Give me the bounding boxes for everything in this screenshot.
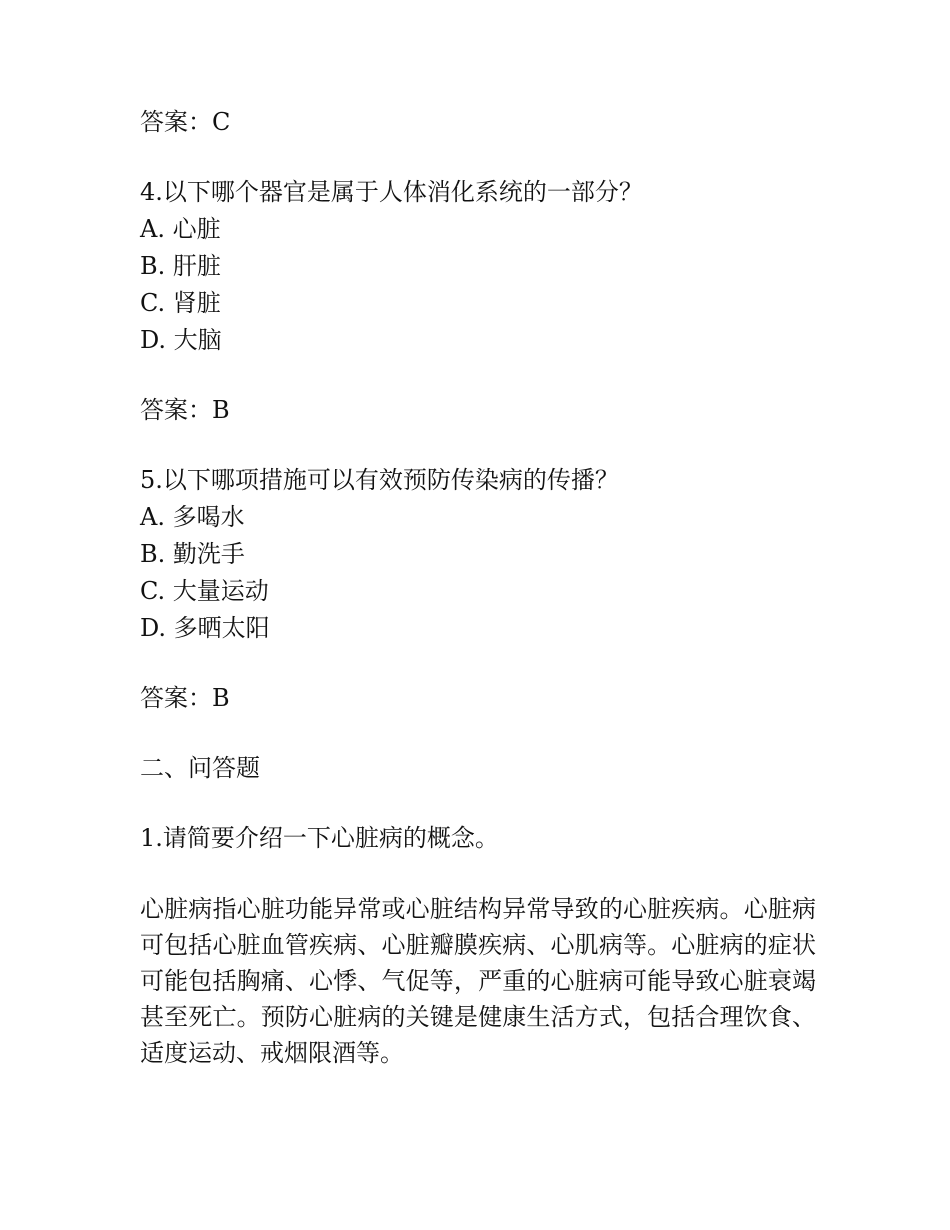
answer-q3: 答案：C [140, 108, 231, 136]
question5-option-d: D. 多晒太阳 [140, 614, 270, 642]
question5-answer: 答案：B [140, 684, 230, 712]
essay-answer-1: 心脏病指心脏功能异常或心脏结构异常导致的心脏疾病。心脏病可包括心脏血管疾病、心脏瓣膜疾病、心肌病等。心脏病的症状可能包括胸痛、心悸、气促等，严重的心脏病可能导致心脏衰竭甚至死亡。预防心脏病的关键是健康生活方式，包括合理饮食、适度运动、戒烟限酒等。 [140, 895, 816, 1067]
question4-answer: 答案：B [140, 396, 230, 424]
question4-option-c: C. 肾脏 [140, 289, 221, 317]
question4-option-a: A. 心脏 [140, 215, 221, 243]
question4-stem: 4.以下哪个器官是属于人体消化系统的一部分？ [140, 178, 643, 206]
question5-option-a: A. 多喝水 [140, 503, 245, 531]
section-heading: 二、问答题 [140, 754, 260, 782]
question5-option-c: C. 大量运动 [140, 577, 269, 605]
question4-option-b: B. 肝脏 [140, 252, 221, 280]
question5-option-b: B. 勤洗手 [140, 540, 245, 568]
question5-stem: 5.以下哪项措施可以有效预防传染病的传播？ [140, 466, 619, 494]
question4-option-d: D. 大脑 [140, 326, 222, 354]
essay-question-1: 1.请简要介绍一下心脏病的概念。 [140, 824, 499, 852]
